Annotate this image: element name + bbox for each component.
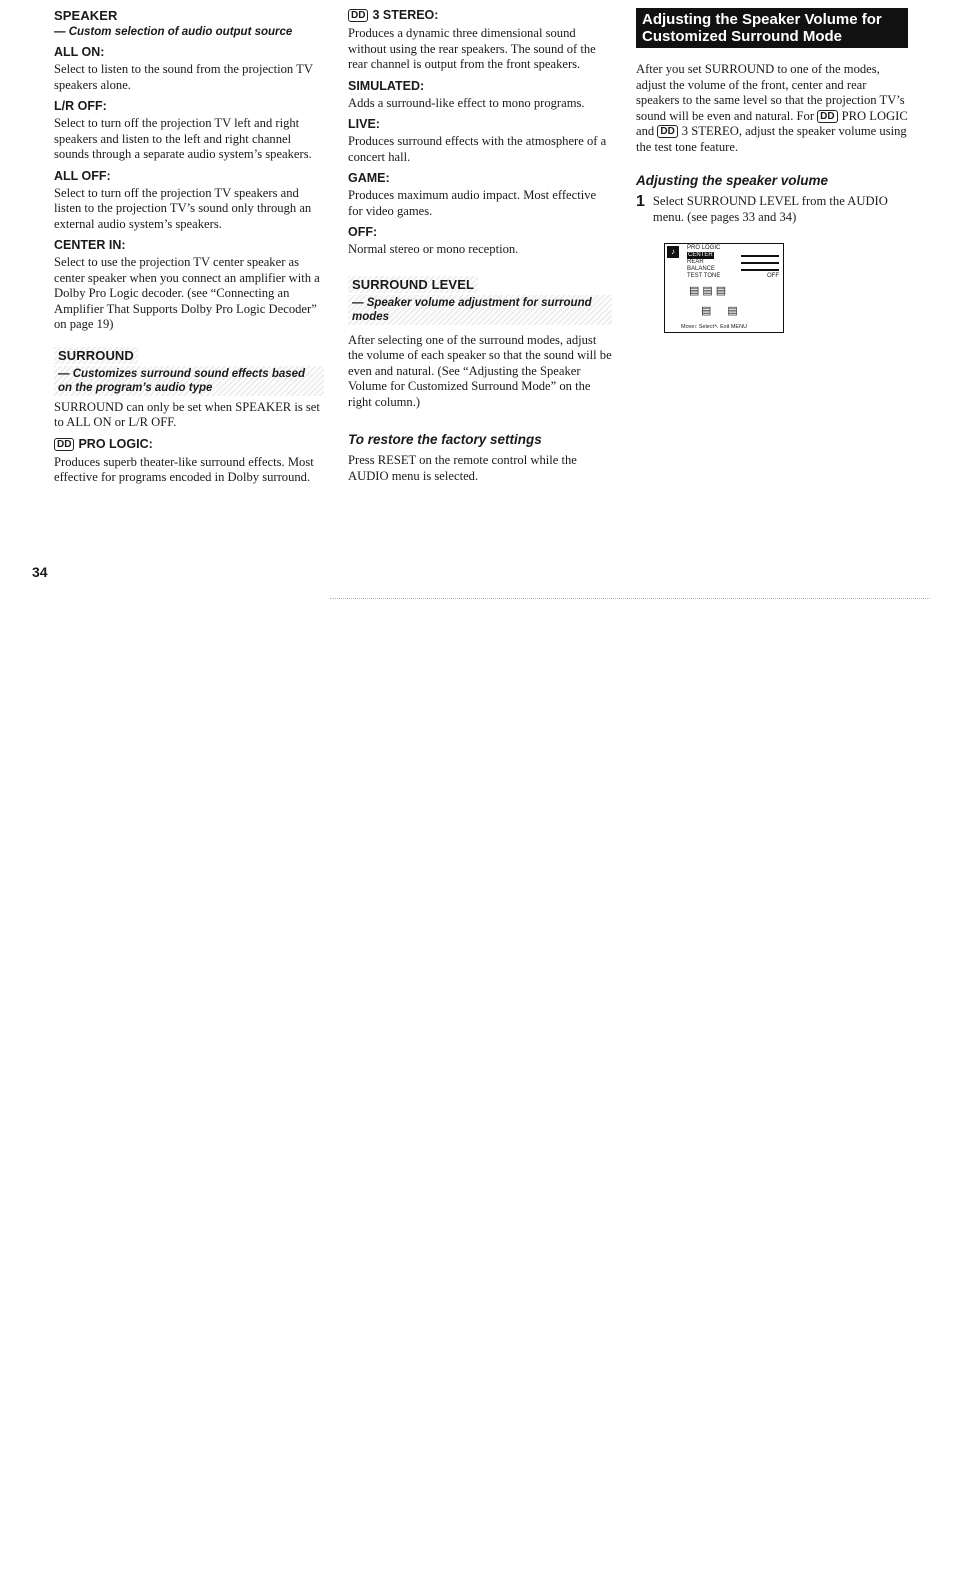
step-text: Select SURROUND LEVEL from the AUDIO menu. (see pages 33 and 34) [652,194,888,224]
surround-subtitle: — Customizes surround sound effects based on the program’s audio type [54,366,324,396]
dotted-divider [330,598,930,599]
dolby-logo-icon: DD [54,438,74,451]
dolby-logo-icon: DD [348,9,368,22]
music-note-icon: ♪ [667,246,679,258]
intro-text-b: PRO LOGIC and [636,108,908,138]
option-text: Select to use the projection TV center speaker as center speaker when you connect an amplifier with a Dolby Pro Logic decoder. (see “Connecting an Amplifier That Supports Dolby Pro Logic Decoder” on page 19) [54,255,320,331]
speaker-option [54,238,324,333]
speaker-option [54,99,324,163]
level-bar [741,255,779,257]
option-label: ALL ON: [54,45,105,59]
section-banner: Adjusting the Speaker Volume for Customized Surround Mode [636,8,908,48]
level-bar [741,269,779,271]
menu-row: REAR [687,259,779,266]
option-label: ALL OFF: [54,168,111,183]
surround-mode [348,79,612,112]
option-label: CENTER IN: [54,238,126,252]
intro-paragraph [636,62,908,155]
adjust-subheading: Adjusting the speaker volume [636,173,829,188]
speaker-section [54,8,324,333]
menu-row: PRO LOGIC [687,245,721,251]
pro-logic-label: PRO LOGIC: [78,436,153,451]
surround-section [54,347,324,486]
option-text: Select to turn off the projection TV left and right speakers and listen to the left and right channel sounds through a separate audio system’s speakers. [54,116,312,161]
speaker-option [54,45,324,93]
surround-level-section [348,276,612,411]
mode-label: LIVE: [348,117,380,131]
mode-text: Produces a dynamic three dimensional sound without using the rear speakers. The sound of the rear channel is output from the front speakers. [348,26,596,71]
restore-title: To restore the factory settings [348,432,542,447]
speaker-title: SPEAKER [54,8,118,23]
rear-speakers-icon: ▤▤ [701,305,754,317]
menu-row: TEST TONE OFF [687,273,779,279]
speaker-option [54,169,324,233]
dolby-logo-icon: DD [817,110,837,123]
dolby-logo-icon: DD [657,125,677,138]
mode-label: OFF: [348,225,378,239]
option-text: Select to listen to the sound from the projection TV speakers alone. [54,62,313,92]
mode-text: Produces surround effects with the atmosphere of a concert hall. [348,134,607,164]
level-bar [741,262,779,264]
option-text: Select to turn off the projection TV speakers and listen to the projection TV’s sound only through an external audio system’s speakers. [54,185,312,231]
menu-row: BALANCE [687,266,779,273]
mode-label: GAME: [348,171,390,185]
surround-level-text: After selecting one of the surround modes, adjust the volume of each speaker so that the sound will be even and natural. (See “Adjusting the Speaker Volume for Customized Surround Mode” on the right column.) [348,332,612,409]
mode-label: 3 STEREO: [372,8,439,22]
intro-text-c: 3 STEREO, adjust the speaker volume using the test tone feature. [636,124,907,154]
step-number: 1 [636,193,645,210]
step-1 [636,194,908,229]
screen-footer: Move↕ Select↖ Exit MENU [681,324,748,330]
mode-label: SIMULATED: [348,78,425,93]
option-label: L/R OFF: [54,99,107,113]
pro-logic-text: Produces superb theater-like surround effects. Most effective for programs encoded in Dolby surround. [54,454,314,484]
surround-mode [348,8,612,73]
mode-text: Produces maximum audio impact. Most effective for video games. [348,188,597,218]
surround-mode [348,117,612,165]
surround-level-subtitle: — Speaker volume adjustment for surround modes [348,295,612,325]
menu-rows [687,245,779,280]
surround-note: SURROUND can only be set when SPEAKER is set to ALL ON or L/R OFF. [54,399,320,429]
surround-mode [348,171,612,219]
surround-title: SURROUND [54,347,138,364]
restore-section [348,432,612,484]
mode-text: Normal stereo or mono reception. [348,242,519,256]
middle-column [348,8,612,488]
intro-text-a: After you set SURROUND to one of the modes, adjust the volume of the front, center and rear speakers to the same level so that the projection TV’s sound will be even and natural. For [636,62,905,123]
speaker-subtitle: — Custom selection of audio output source [54,26,293,38]
menu-row: CENTER [687,252,779,259]
surround-mode [348,225,612,258]
surround-level-title: SURROUND LEVEL [348,276,478,293]
left-column [54,8,324,490]
front-speakers-icon: ▤▤▤ [689,285,730,297]
mode-text: Adds a surround-like effect to mono programs. [348,95,585,110]
page-number: 34 [32,564,48,580]
right-column [636,8,908,333]
restore-text: Press RESET on the remote control while the AUDIO menu is selected. [348,453,577,483]
menu-screen-illustration [664,243,784,333]
